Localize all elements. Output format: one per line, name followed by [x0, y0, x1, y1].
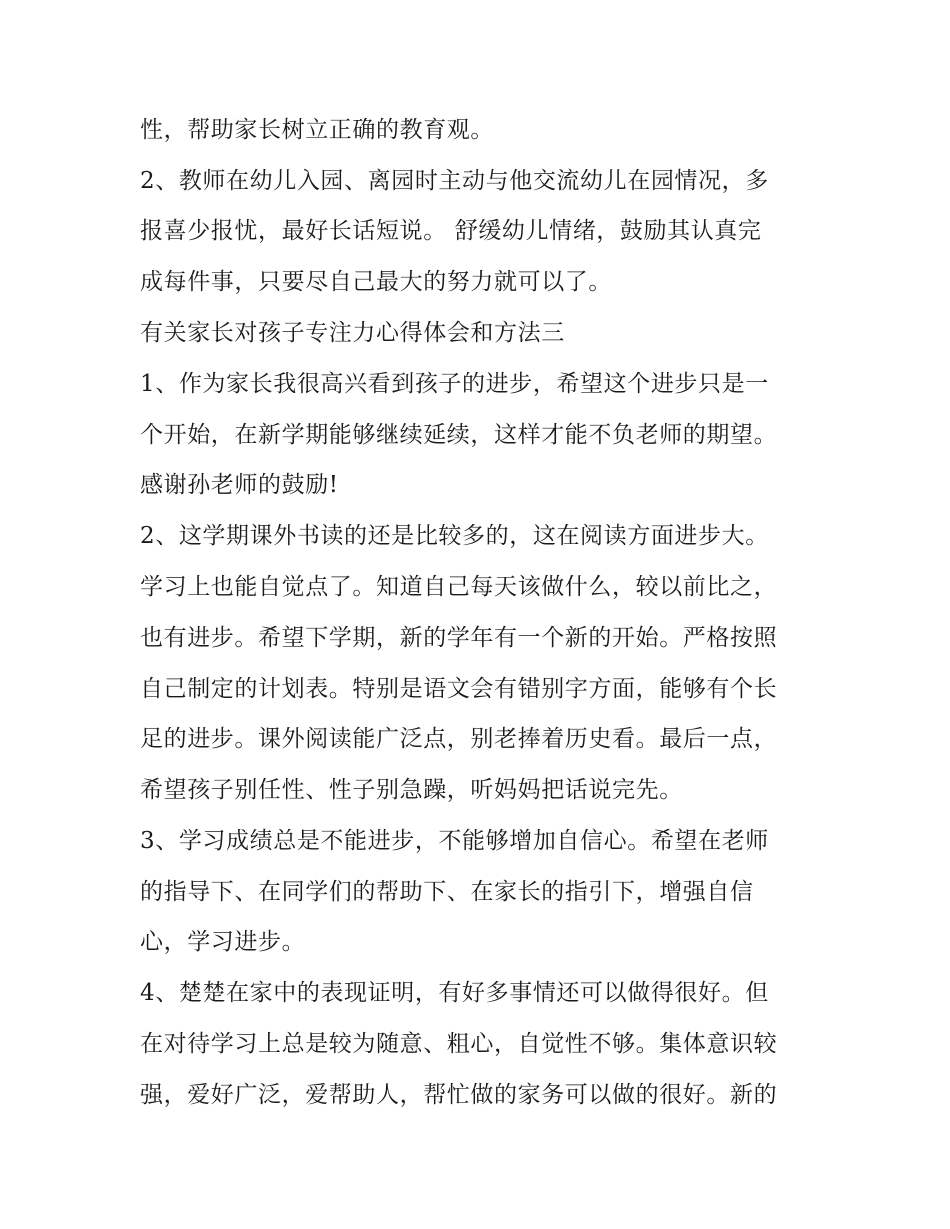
- text-line: 个开始，在新学期能够继续延续，这样才能不负老师的期望。: [140, 422, 778, 448]
- text-line: 心，学习进步。: [140, 929, 306, 955]
- text-line: 成每件事，只要尽自己最大的努力就可以了。: [140, 269, 612, 295]
- text-line: 2、这学期课外书读的还是比较多的，这在阅读方面进步大。: [140, 523, 769, 549]
- text-line: 足的进步。课外阅读能广泛点，别老捧着历史看。最后一点，: [140, 726, 778, 752]
- text-line: 1、作为家长我很高兴看到孩子的进步，希望这个进步只是一: [140, 371, 769, 397]
- text-line: 在对待学习上总是较为随意、粗心，自觉性不够。集体意识较: [140, 1031, 778, 1057]
- text-line: 强，爱好广泛，爱帮助人，帮忙做的家务可以做的很好。新的: [140, 1082, 778, 1108]
- text-line: 也有进步。希望下学期，新的学年有一个新的开始。严格按照: [140, 625, 778, 651]
- text-line: 3、学习成绩总是不能进步，不能够增加自信心。希望在老师: [140, 828, 769, 854]
- text-line: 感谢孙老师的鼓励!: [140, 472, 339, 498]
- text-line: 报喜少报忧，最好长话短说。 舒缓幼儿情绪，鼓励其认真完: [140, 218, 762, 244]
- section-heading: 有关家长对孩子专注力心得体会和方法三: [140, 320, 565, 346]
- text-line: 的指导下、在同学们的帮助下、在家长的指引下，增强自信: [140, 879, 754, 905]
- text-line: 性，帮助家长树立正确的教育观。: [140, 117, 494, 143]
- text-line: 自己制定的计划表。特别是语文会有错别字方面，能够有个长: [140, 676, 778, 702]
- text-line: 希望孩子别任性、性子别急躁，听妈妈把话说完先。: [140, 777, 683, 803]
- text-line: 4、楚楚在家中的表现证明，有好多事情还可以做得很好。但: [140, 980, 769, 1006]
- text-line: 学习上也能自觉点了。知道自己每天该做什么，较以前比之，: [140, 574, 778, 600]
- text-line: 2、教师在幼儿入园、离园时主动与他交流幼儿在园情况，多: [140, 168, 769, 194]
